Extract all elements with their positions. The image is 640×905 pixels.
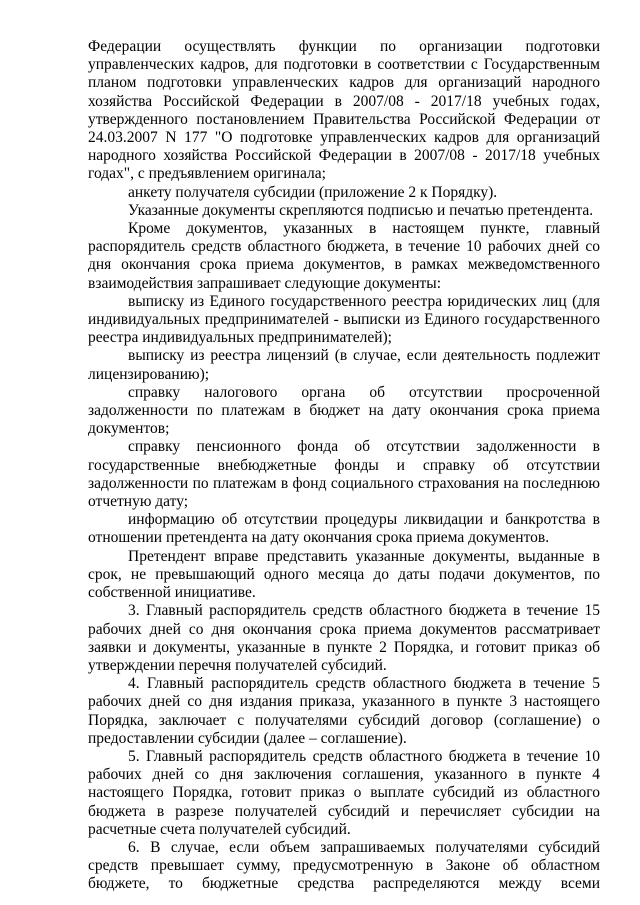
- paragraph: Претендент вправе представить указанные документы, выданные в срок, не превышающий одного месяца до даты подачи документов, по собственной инициативе.: [88, 547, 600, 602]
- paragraph: анкету получателя субсидии (приложение 2 к Порядку).: [128, 183, 498, 201]
- paragraph: информацию об отсутствии процедуры ликвидации и банкротства в отношении претендента на дату окончания срока приема документов.: [88, 511, 600, 547]
- paragraph: справку пенсионного фонда об отсутствии задолженности в государственные внебюджетные фонды и справку об отсутствии задолженности по платежам в фонд социального страхования на последнюю отчетную дату;: [88, 438, 600, 511]
- paragraph: 3. Главный распорядитель средств областного бюджета в течение 15 рабочих дней со дня окончания срока приема документов рассматривает заявки и документы, указанные в пункте 2 Порядка, и готовит приказ об утверждении перечня получателей субсидий.: [88, 602, 600, 674]
- paragraph: Федерации осуществлять функции по организации подготовки управленческих кадров, для подготовки в соответствии с Государственным планом подготовки управленческих кадров для организаций народного хозяйства Российской Федерации в 2007/08 - 2017/18 учебных годах, утвержденного постановлением Правительства Российской Федерации от 24.03.2007 N 177 "О подготовке управленческих кадров для организаций народного хозяйства Российской Федерации в 2007/08 - 2017/18 учебных годах", с предъявлением оригинала;: [88, 38, 600, 183]
- paragraph: Указанные документы скрепляются подписью и печатью претендента.: [128, 201, 594, 219]
- paragraph: выписку из Единого государственного реестра юридических лиц (для индивидуальных предпринимателей - выписки из Единого государственного реестра индивидуальных предпринимателей);: [88, 292, 600, 347]
- paragraph: 6. В случае, если объем запрашиваемых получателями субсидий средств превышает сумму, предусмотренную в Законе об областном бюджете, то бюджетные средства распределяются между всеми: [88, 838, 600, 893]
- paragraph: 5. Главный распорядитель средств областного бюджета в течение 10 рабочих дней со дня заключения соглашения, указанного в пункте 4 настоящего Порядка, готовит приказ о выплате субсидий из областного бюджета в разрезе получателей субсидий и перечисляет субсидии на расчетные счета получателей субсидий.: [88, 747, 600, 838]
- paragraph: Кроме документов, указанных в настоящем пункте, главный распорядитель средств областного бюджета, в течение 10 рабочих дней со дня окончания срока приема документов, в рамках межведомственного взаимодействия запрашивает следующие документы:: [88, 220, 600, 292]
- paragraph: 4. Главный распорядитель средств областного бюджета в течение 5 рабочих дней со дня издания приказа, указанного в пункте 3 настоящего Порядка, заключает с получателями субсидий договор (соглашение) о предоставлении субсидии (далее – соглашение).: [88, 675, 600, 747]
- paragraph: выписку из реестра лицензий (в случае, если деятельность подлежит лицензированию);: [88, 347, 600, 383]
- paragraph: справку налогового органа об отсутствии просроченной задолженности по платежам в бюджет на дату окончания срока приема документов;: [88, 383, 600, 438]
